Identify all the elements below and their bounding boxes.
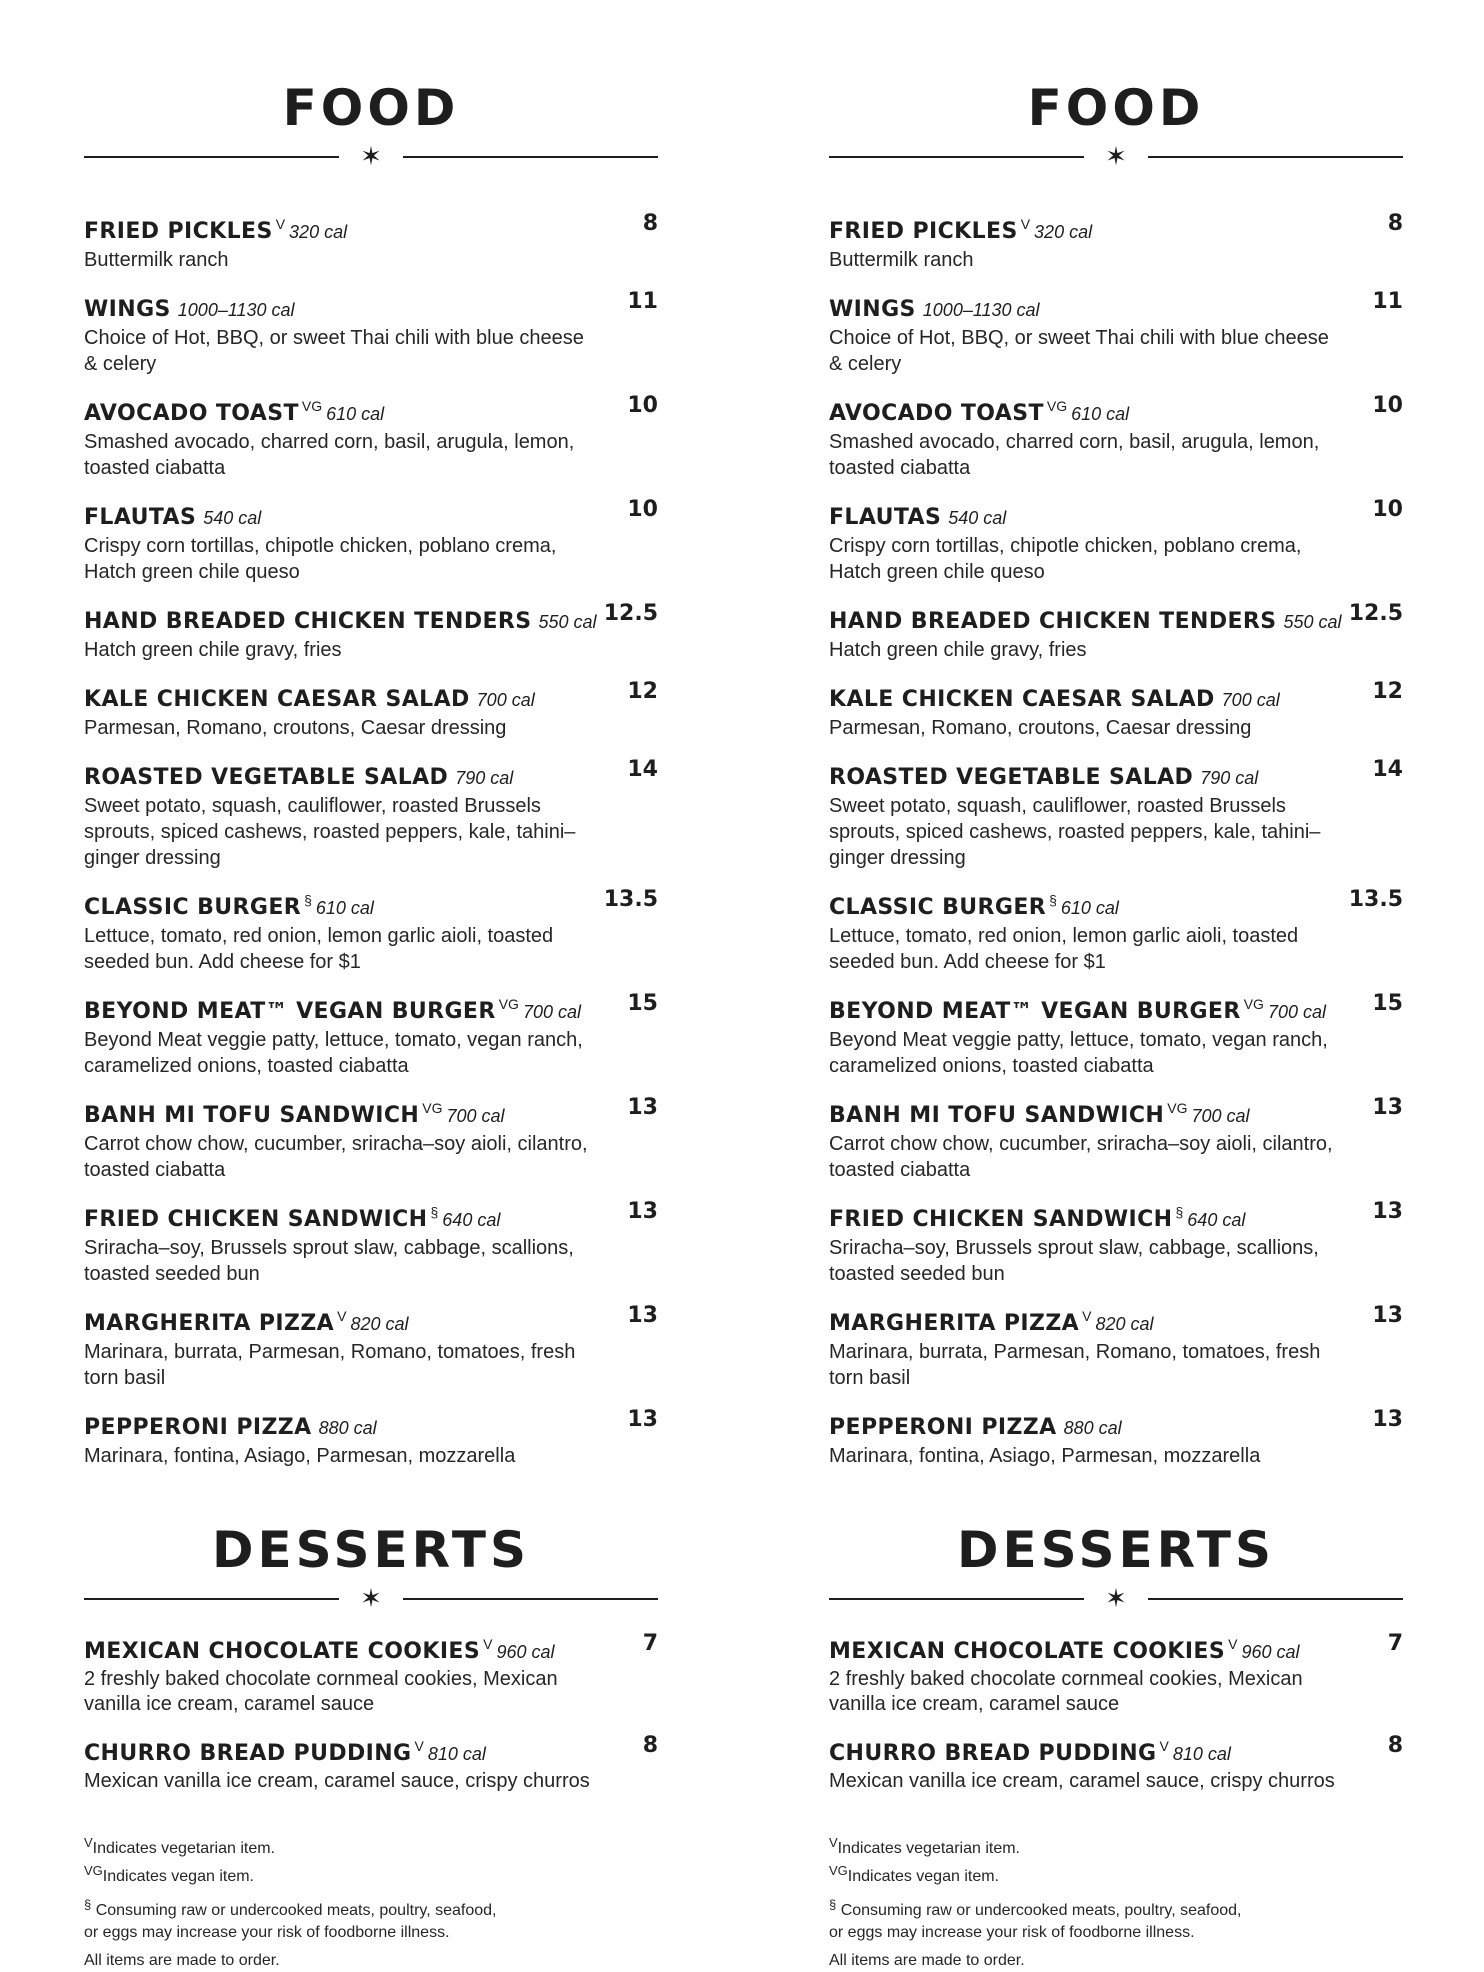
menu-item-name: MEXICAN CHOCOLATE COOKIES	[829, 1639, 1226, 1664]
menu-item-description: Beyond Meat veggie patty, lettuce, tomato, vegan ranch, caramelized onions, toasted ciabatta	[829, 1029, 1328, 1077]
menu-item-description: Choice of Hot, BBQ, or sweet Thai chili with blue cheese & celery	[829, 327, 1329, 375]
menu-item-description: Buttermilk ranch	[84, 249, 229, 271]
menu-item-calories: 610 cal	[326, 404, 385, 424]
menu-item-diet-mark: VG	[498, 996, 519, 1012]
menu-item	[829, 989, 1403, 1079]
menu-item-price: 7	[1387, 1631, 1403, 1656]
menu-item-header	[829, 677, 1343, 715]
menu-item-name: WINGS	[84, 297, 171, 322]
menu-item-name: CHURRO BREAD PUDDING	[84, 1741, 412, 1766]
menu-item-name: MEXICAN CHOCOLATE COOKIES	[84, 1639, 481, 1664]
menu-item-description: Carrot chow chow, cucumber, sriracha–soy aioli, cilantro, toasted ciabatta	[829, 1133, 1333, 1181]
menu-item-diet-mark: V	[337, 1308, 347, 1324]
menu-item-name: CLASSIC BURGER	[84, 895, 302, 920]
menu-item-price: 13	[1372, 1407, 1403, 1432]
menu-item	[84, 1197, 658, 1287]
menu-item-header	[84, 1629, 598, 1667]
menu-item-header	[829, 495, 1343, 533]
menu-item	[829, 287, 1403, 377]
menu-item-price: 13	[627, 1407, 658, 1432]
menu-item-header	[84, 287, 598, 325]
menu-item-header	[829, 599, 1343, 637]
menu-item	[829, 1629, 1403, 1717]
menu-item-name: FRIED CHICKEN SANDWICH	[829, 1207, 1173, 1232]
menu-item-name: ROASTED VEGETABLE SALAD	[829, 765, 1194, 790]
food-item-list	[829, 209, 1403, 1469]
menu-item	[829, 1093, 1403, 1183]
footnote-text: Indicates vegan item.	[102, 1868, 254, 1885]
divider-rule	[1148, 156, 1403, 158]
star-ornament-icon: ✶	[1105, 141, 1127, 171]
menu-item-header	[84, 1093, 598, 1131]
menu-column-left	[84, 0, 658, 1972]
menu-item-header	[829, 1629, 1343, 1667]
footnote-vegetarian	[829, 1832, 1403, 1860]
menu-item	[84, 755, 658, 871]
menu-item	[84, 1301, 658, 1391]
menu-item	[84, 495, 658, 585]
menu-item-description: Mexican vanilla ice cream, caramel sauce, crispy churros	[84, 1770, 590, 1792]
menu-item	[829, 677, 1403, 741]
food-section-title: FOOD	[282, 79, 460, 137]
desserts-section-title: DESSERTS	[957, 1521, 1275, 1579]
desserts-divider	[84, 1585, 658, 1613]
menu-item-name: WINGS	[829, 297, 916, 322]
menu-item-name: PEPPERONI PIZZA	[84, 1415, 312, 1440]
menu-item-header	[84, 599, 598, 637]
menu-item-description: 2 freshly baked chocolate cornmeal cookies, Mexican vanilla ice cream, caramel sauce	[84, 1668, 558, 1715]
menu-item-header	[84, 1731, 598, 1769]
menu-item-description: Marinara, burrata, Parmesan, Romano, tomatoes, fresh torn basil	[829, 1341, 1321, 1389]
menu-item	[829, 1405, 1403, 1469]
menu-item-name: FRIED PICKLES	[84, 219, 273, 244]
menu-item-description: Parmesan, Romano, croutons, Caesar dressing	[829, 717, 1252, 739]
menu-item-diet-mark: V	[1159, 1738, 1169, 1754]
menu-item-description: Lettuce, tomato, red onion, lemon garlic aioli, toasted seeded bun. Add cheese for $1	[84, 925, 554, 973]
menu-item-price: 14	[1372, 757, 1403, 782]
menu-item-diet-mark: VG	[1167, 1100, 1188, 1116]
menu-item-name: AVOCADO TOAST	[84, 401, 299, 426]
menu-item-price: 10	[1372, 497, 1403, 522]
footnote-raw-warning-cont: or eggs may increase your risk of foodborne illness.	[84, 1924, 450, 1941]
menu-item-header	[84, 989, 598, 1027]
menu-item-price: 13.5	[603, 887, 658, 912]
menu-item-description: Marinara, fontina, Asiago, Parmesan, mozzarella	[84, 1445, 516, 1467]
menu-item-calories: 540 cal	[203, 508, 262, 528]
menu-item-calories: 880 cal	[318, 1418, 377, 1438]
menu-item-diet-mark: V	[483, 1636, 493, 1652]
divider-rule	[84, 1598, 339, 1600]
menu-item-calories: 550 cal	[1283, 612, 1342, 632]
menu-item	[84, 599, 658, 663]
divider-rule	[829, 156, 1084, 158]
menu-item-price: 8	[1387, 1733, 1403, 1758]
menu-item	[84, 391, 658, 481]
menu-item-header	[84, 755, 598, 793]
menu-item-header	[829, 287, 1343, 325]
footnote-raw-warning	[829, 1894, 1403, 1922]
menu-item-header	[84, 495, 598, 533]
menu-item-calories: 1000–1130 cal	[922, 300, 1040, 320]
menu-item-header	[84, 1301, 598, 1339]
menu-item-calories: 640 cal	[442, 1210, 501, 1230]
menu-item-price: 14	[627, 757, 658, 782]
menu-item-price: 10	[627, 393, 658, 418]
footnote-text: Indicates vegan item.	[847, 1868, 999, 1885]
menu-item-calories: 550 cal	[538, 612, 597, 632]
menu-item	[829, 1197, 1403, 1287]
menu-item-calories: 810 cal	[427, 1744, 486, 1764]
divider-rule	[829, 1598, 1084, 1600]
menu-item-description: Hatch green chile gravy, fries	[829, 639, 1087, 661]
menu-item-diet-mark: V	[1228, 1636, 1238, 1652]
footnote-made-to-order: All items are made to order.	[829, 1952, 1025, 1969]
footnote-mark: §	[84, 1897, 92, 1912]
menu-item-name: MARGHERITA PIZZA	[84, 1311, 335, 1336]
menu-item-name: MARGHERITA PIZZA	[829, 1311, 1080, 1336]
menu-item-diet-mark: VG	[1243, 996, 1264, 1012]
menu-item	[84, 1093, 658, 1183]
menu-item	[84, 1629, 658, 1717]
menu-item	[84, 989, 658, 1079]
menu-item-name: HAND BREADED CHICKEN TENDERS	[829, 609, 1277, 634]
menu-item-name: PEPPERONI PIZZA	[829, 1415, 1057, 1440]
menu-item-price: 15	[1372, 991, 1403, 1016]
menu-item-calories: 700 cal	[1221, 690, 1280, 710]
menu-item-description: Crispy corn tortillas, chipotle chicken, poblano crema, Hatch green chile queso	[84, 535, 557, 583]
footnote-vegan	[84, 1860, 658, 1888]
menu-item-calories: 610 cal	[315, 898, 374, 918]
menu-item-header	[829, 989, 1343, 1027]
menu-item-calories: 700 cal	[522, 1002, 581, 1022]
divider-rule	[403, 156, 658, 158]
footnotes	[829, 1832, 1403, 1972]
menu-item-description: Marinara, burrata, Parmesan, Romano, tomatoes, fresh torn basil	[84, 1341, 576, 1389]
menu-item-diet-mark: §	[430, 1204, 439, 1220]
menu-item-price: 12	[627, 679, 658, 704]
star-ornament-icon: ✶	[1105, 1583, 1127, 1613]
food-divider	[84, 143, 658, 171]
menu-item-description: Sweet potato, squash, cauliflower, roasted Brussels sprouts, spiced cashews, roasted peppers, kale, tahini–ginger dressing	[84, 795, 576, 869]
food-item-list	[84, 209, 658, 1469]
menu-item-name: BANH MI TOFU SANDWICH	[84, 1103, 420, 1128]
menu-item-diet-mark: §	[1049, 892, 1057, 908]
menu-item-calories: 540 cal	[948, 508, 1007, 528]
menu-item-price: 11	[627, 289, 658, 314]
menu-item-price: 13	[1372, 1199, 1403, 1224]
menu-item-name: FRIED CHICKEN SANDWICH	[84, 1207, 428, 1232]
menu-item-diet-mark: V	[414, 1738, 424, 1754]
menu-item-description: Carrot chow chow, cucumber, sriracha–soy aioli, cilantro, toasted ciabatta	[84, 1133, 588, 1181]
menu-item-description: Smashed avocado, charred corn, basil, arugula, lemon, toasted ciabatta	[84, 431, 575, 479]
menu-item	[84, 885, 658, 975]
menu-item-calories: 700 cal	[1267, 1002, 1326, 1022]
menu-item-calories: 320 cal	[1034, 222, 1093, 242]
menu-item	[84, 209, 658, 273]
menu-item-price: 8	[1387, 211, 1403, 236]
menu-item-name: BANH MI TOFU SANDWICH	[829, 1103, 1165, 1128]
menu-item-price: 13	[1372, 1095, 1403, 1120]
menu-item-calories: 820 cal	[350, 1314, 409, 1334]
food-divider	[829, 143, 1403, 171]
menu-item-description: Sriracha–soy, Brussels sprout slaw, cabbage, scallions, toasted seeded bun	[829, 1237, 1319, 1285]
star-ornament-icon: ✶	[360, 141, 382, 171]
menu-item-diet-mark: V	[1020, 216, 1031, 232]
footnote-mark: V	[829, 1835, 838, 1850]
footnote-mark: VG	[829, 1863, 848, 1878]
menu-item-description: Choice of Hot, BBQ, or sweet Thai chili with blue cheese & celery	[84, 327, 584, 375]
menu-item-price: 11	[1372, 289, 1403, 314]
menu-item-calories: 810 cal	[1172, 1744, 1231, 1764]
menu-item-name: CHURRO BREAD PUDDING	[829, 1741, 1157, 1766]
desserts-section-title: DESSERTS	[212, 1521, 530, 1579]
menu-item-price: 13	[627, 1303, 658, 1328]
menu-item-description: Sweet potato, squash, cauliflower, roasted Brussels sprouts, spiced cashews, roasted peppers, kale, tahini–ginger dressing	[829, 795, 1321, 869]
menu-item	[829, 599, 1403, 663]
footnote-raw-warning-cont: or eggs may increase your risk of foodborne illness.	[829, 1924, 1195, 1941]
menu-item-diet-mark: VG	[422, 1100, 443, 1116]
footnote-made-to-order: All items are made to order.	[84, 1952, 280, 1969]
footnote-vegetarian	[84, 1832, 658, 1860]
menu-item-description: Marinara, fontina, Asiago, Parmesan, mozzarella	[829, 1445, 1261, 1467]
menu-item-header	[829, 1405, 1343, 1443]
menu-item-header	[829, 1093, 1343, 1131]
menu-item-calories: 790 cal	[455, 768, 514, 788]
menu-item	[84, 1731, 658, 1794]
menu-item-calories: 610 cal	[1060, 898, 1119, 918]
footnote-text: Consuming raw or undercooked meats, poultry, seafood,	[840, 1902, 1242, 1919]
menu-item-diet-mark: §	[304, 892, 312, 908]
menu-item	[84, 1405, 658, 1469]
divider-rule	[403, 1598, 658, 1600]
menu-item	[829, 495, 1403, 585]
menu-item-name: FRIED PICKLES	[829, 219, 1018, 244]
menu-item-description: Sriracha–soy, Brussels sprout slaw, cabbage, scallions, toasted seeded bun	[84, 1237, 574, 1285]
menu-item-diet-mark: V	[275, 216, 286, 232]
menu-item-price: 10	[627, 497, 658, 522]
menu-item-description: Smashed avocado, charred corn, basil, arugula, lemon, toasted ciabatta	[829, 431, 1320, 479]
food-section-title: FOOD	[1027, 79, 1205, 137]
menu-item-price: 15	[627, 991, 658, 1016]
menu-item-name: KALE CHICKEN CAESAR SALAD	[84, 687, 470, 712]
menu-item-calories: 640 cal	[1187, 1210, 1246, 1230]
menu-item-description: Parmesan, Romano, croutons, Caesar dressing	[84, 717, 507, 739]
footnote-text: Indicates vegetarian item.	[837, 1840, 1020, 1857]
footnote-vegan	[829, 1860, 1403, 1888]
menu-item-price: 13	[627, 1199, 658, 1224]
menu-item-name: FLAUTAS	[829, 505, 942, 530]
menu-item-header	[84, 885, 598, 923]
menu-item-name: AVOCADO TOAST	[829, 401, 1044, 426]
menu-item-calories: 960 cal	[1241, 1642, 1300, 1662]
menu-item-description: Crispy corn tortillas, chipotle chicken, poblano crema, Hatch green chile queso	[829, 535, 1302, 583]
menu-item-description: Lettuce, tomato, red onion, lemon garlic aioli, toasted seeded bun. Add cheese for $1	[829, 925, 1299, 973]
menu-item-header	[829, 755, 1343, 793]
menu-item-header	[84, 1197, 598, 1235]
menu-item-price: 12	[1372, 679, 1403, 704]
menu-item-calories: 880 cal	[1063, 1418, 1122, 1438]
menu-item-header	[84, 209, 598, 247]
menu-item-calories: 700 cal	[446, 1106, 505, 1126]
menu-item-price: 10	[1372, 393, 1403, 418]
menu-item-price: 13	[627, 1095, 658, 1120]
menu-item-calories: 960 cal	[496, 1642, 555, 1662]
menu-item-price: 12.5	[1348, 601, 1403, 626]
dessert-item-list	[84, 1629, 658, 1794]
menu-item-description: Hatch green chile gravy, fries	[84, 639, 342, 661]
menu-item-price: 8	[642, 1733, 658, 1758]
menu-item-header	[829, 1731, 1343, 1769]
menu-item-header	[829, 209, 1343, 247]
menu-item-diet-mark: V	[1082, 1308, 1092, 1324]
menu-item	[84, 287, 658, 377]
menu-item-calories: 700 cal	[476, 690, 535, 710]
menu-item-name: BEYOND MEAT™ VEGAN BURGER	[829, 999, 1241, 1024]
menu-item-price: 7	[642, 1631, 658, 1656]
menu-item-calories: 820 cal	[1095, 1314, 1154, 1334]
menu-item-calories: 610 cal	[1071, 404, 1130, 424]
star-ornament-icon: ✶	[360, 1583, 382, 1613]
menu-item-calories: 700 cal	[1191, 1106, 1250, 1126]
menu-item-description: Buttermilk ranch	[829, 249, 974, 271]
menu-item-calories: 1000–1130 cal	[177, 300, 295, 320]
dessert-item-list	[829, 1629, 1403, 1794]
menu-item-price: 12.5	[603, 601, 658, 626]
menu-item-name: ROASTED VEGETABLE SALAD	[84, 765, 449, 790]
menu-item-price: 13	[1372, 1303, 1403, 1328]
menu-item-diet-mark: VG	[301, 398, 323, 414]
menu-item	[84, 677, 658, 741]
divider-rule	[1148, 1598, 1403, 1600]
menu-item-diet-mark: VG	[1046, 398, 1068, 414]
divider-rule	[84, 156, 339, 158]
menu-item	[829, 391, 1403, 481]
desserts-divider	[829, 1585, 1403, 1613]
menu-item-calories: 790 cal	[1200, 768, 1259, 788]
menu-item-calories: 320 cal	[289, 222, 348, 242]
footnote-text: Indicates vegetarian item.	[92, 1840, 275, 1857]
menu-item-price: 13.5	[1348, 887, 1403, 912]
menu-item	[829, 1301, 1403, 1391]
menu-item-header	[829, 391, 1343, 429]
menu-item-name: HAND BREADED CHICKEN TENDERS	[84, 609, 532, 634]
menu-item-name: KALE CHICKEN CAESAR SALAD	[829, 687, 1215, 712]
menu-item	[829, 1731, 1403, 1794]
menu-item-name: CLASSIC BURGER	[829, 895, 1047, 920]
menu-item-description: 2 freshly baked chocolate cornmeal cookies, Mexican vanilla ice cream, caramel sauce	[829, 1668, 1303, 1715]
menu-item-description: Mexican vanilla ice cream, caramel sauce, crispy churros	[829, 1770, 1335, 1792]
footnotes	[84, 1832, 658, 1972]
menu-item	[829, 755, 1403, 871]
footnote-mark: VG	[84, 1863, 103, 1878]
menu-item-description: Beyond Meat veggie patty, lettuce, tomato, vegan ranch, caramelized onions, toasted ciabatta	[84, 1029, 583, 1077]
footnote-mark: §	[829, 1897, 837, 1912]
menu-item-header	[84, 1405, 598, 1443]
menu-item-header	[829, 1301, 1343, 1339]
menu-item-header	[84, 677, 598, 715]
menu-item-price: 8	[642, 211, 658, 236]
menu-item-name: FLAUTAS	[84, 505, 197, 530]
menu-item-header	[829, 885, 1343, 923]
menu-item	[829, 209, 1403, 273]
menu-item-header	[84, 391, 598, 429]
footnote-mark: V	[84, 1835, 93, 1850]
menu-item-header	[829, 1197, 1343, 1235]
footnote-text: Consuming raw or undercooked meats, poultry, seafood,	[95, 1902, 497, 1919]
menu-item	[829, 885, 1403, 975]
menu-item-diet-mark: §	[1175, 1204, 1184, 1220]
footnote-raw-warning	[84, 1894, 658, 1922]
menu-item-name: BEYOND MEAT™ VEGAN BURGER	[84, 999, 496, 1024]
menu-column-right	[829, 0, 1403, 1972]
